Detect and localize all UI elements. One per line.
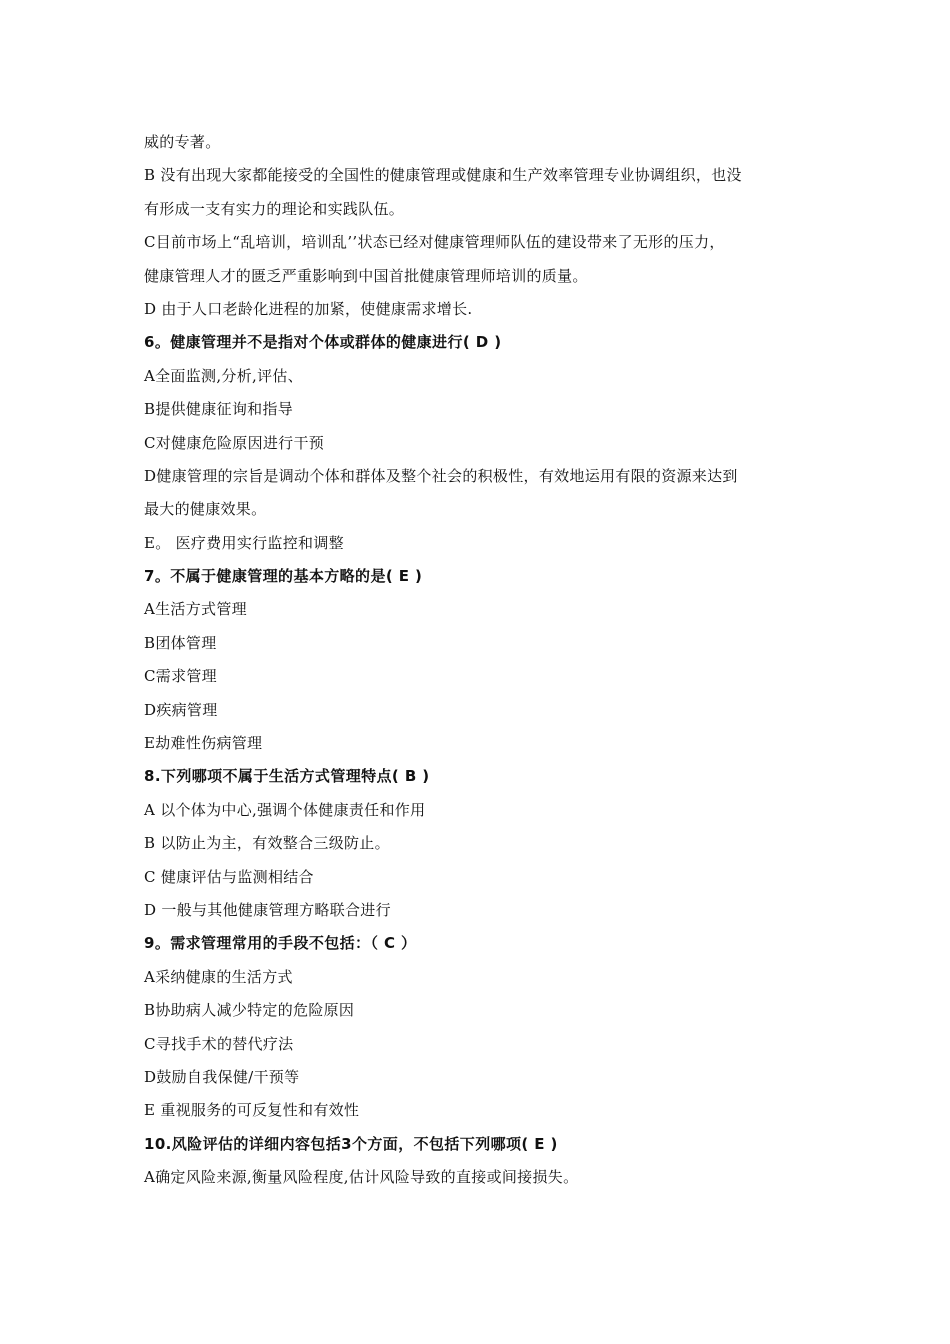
option-b-line: B提供健康征询和指导	[144, 400, 294, 419]
option-d-line: D健康管理的宗旨是调动个体和群体及整个社会的积极性，有效地运用有限的资源来达到	[144, 466, 738, 485]
question-7-heading: 7。不属于健康管理的基本方略的是( E )	[144, 567, 423, 586]
option-a-line: A 以个体为中心,强调个体健康责任和作用	[144, 800, 426, 819]
option-b-line: B 以防止为主，有效整合三级防止。	[144, 834, 390, 853]
option-a-line: A全面监测,分析,评估、	[144, 366, 303, 385]
option-b-line: B协助病人减少特定的危险原因	[144, 1001, 355, 1020]
text-line: 有形成一支有实力的理论和实践队伍。	[144, 199, 405, 218]
option-b-line: B 没有出现大家都能接受的全国性的健康管理或健康和生产效率管理专业协调组织，也没	[144, 166, 742, 185]
question-9-heading: 9。需求管理常用的手段不包括：（ C ）	[144, 934, 417, 953]
option-c-line: C对健康危险原因进行干预	[144, 433, 325, 452]
option-d-line: D 由于人口老龄化进程的加紧，使健康需求增长.	[144, 299, 473, 318]
option-a-line: A确定风险来源,衡量风险程度,估计风险导致的直接或间接损失。	[144, 1168, 579, 1187]
text-line: 最大的健康效果。	[144, 500, 267, 519]
option-a-line: A生活方式管理	[144, 600, 247, 619]
option-b-line: B团体管理	[144, 633, 217, 652]
option-c-line: C寻找手术的替代疗法	[144, 1034, 294, 1053]
option-e-line: E劫难性伤病管理	[144, 734, 263, 753]
question-10-heading: 10.风险评估的详细内容包括3个方面，不包括下列哪项( E )	[144, 1134, 558, 1153]
option-a-line: A采纳健康的生活方式	[144, 967, 293, 986]
option-e-line: E 重视服务的可反复性和有效性	[144, 1101, 360, 1120]
question-8-heading: 8.下列哪项不属于生活方式管理特点( B )	[144, 767, 430, 786]
option-c-line: C 健康评估与监测相结合	[144, 867, 314, 886]
text-line: 威的专著。	[144, 133, 221, 151]
option-d-line: D 一般与其他健康管理方略联合进行	[144, 900, 391, 919]
question-6-heading: 6。健康管理并不是指对个体或群体的健康进行( D )	[144, 333, 502, 352]
option-e-line: E。 医疗费用实行监控和调整	[144, 533, 344, 552]
option-d-line: D鼓励自我保健/干预等	[144, 1067, 300, 1086]
option-c-line: C需求管理	[144, 667, 217, 686]
document-body	[144, 126, 834, 1195]
option-d-line: D疾病管理	[144, 700, 218, 719]
option-c-line: C目前市场上“乱培训，培训乱’’状态已经对健康管理师队伍的建设带来了无形的压力，	[144, 233, 725, 252]
text-line: 健康管理人才的匮乏严重影响到中国首批健康管理师培训的质量。	[144, 266, 588, 285]
